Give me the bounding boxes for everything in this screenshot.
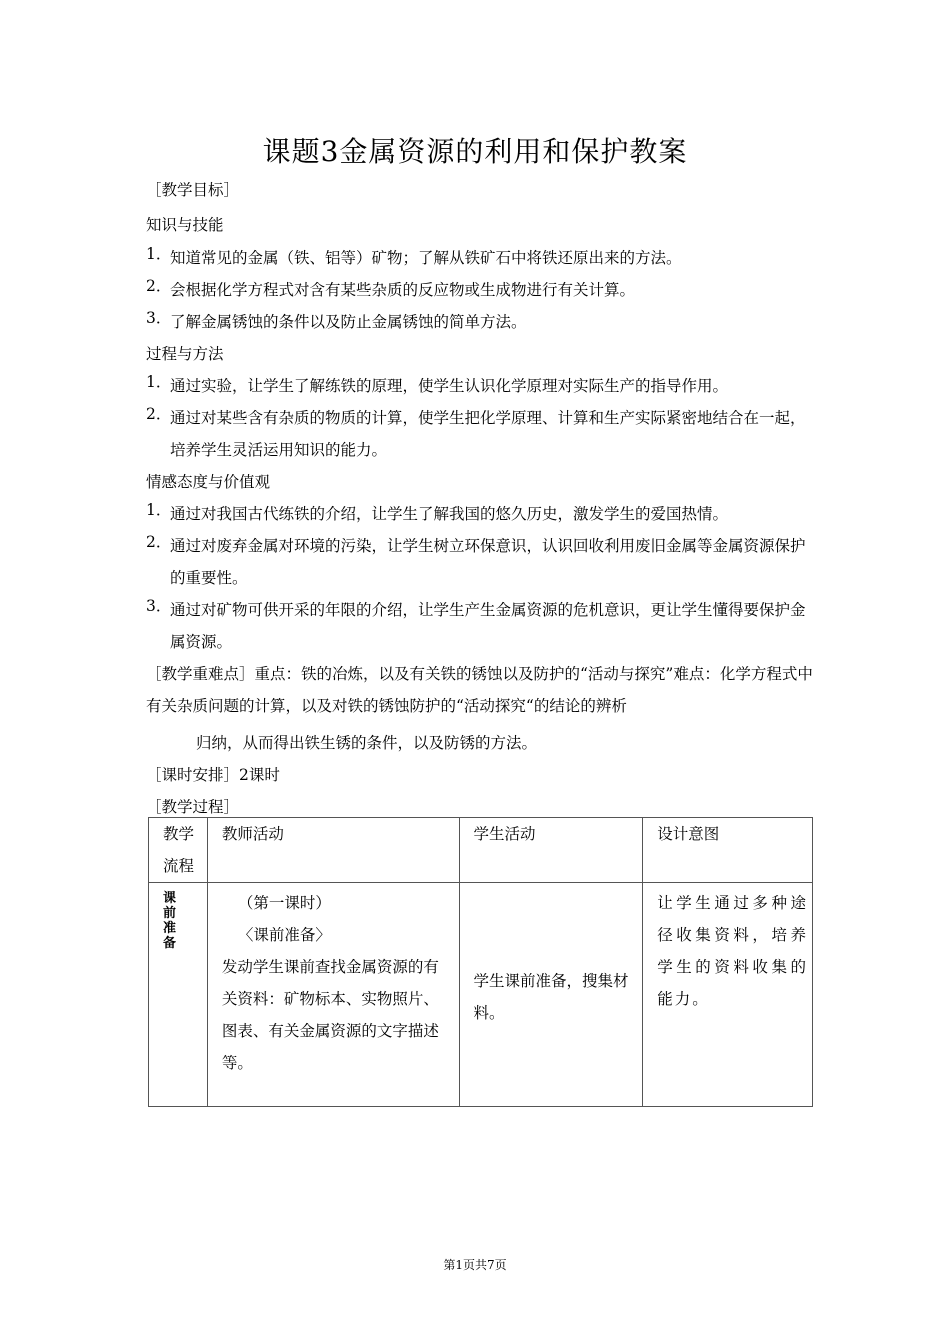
header-teacher: [207, 818, 459, 883]
flow-cell: [149, 883, 208, 1107]
item-text: 会根据化学方程式对含有某些杂质的反应物或生成物进行有关计算。: [170, 281, 636, 299]
table-header-row: [149, 818, 813, 883]
item-number: 2．: [146, 533, 172, 551]
emotion-heading: 情感态度与价值观: [146, 473, 271, 491]
item-text: 通过对废弃金属对环境的污染，让学生树立环保意识，认识回收利用废旧金属等金属资源保护的重要性。: [170, 537, 806, 587]
key-points-continuation: 归纳，从而得出铁生锈的条件，以及防锈的方法。: [196, 734, 538, 752]
item-number: 3．: [146, 597, 172, 615]
teaching-process-table: [148, 817, 813, 1107]
item-text: 知道常见的金属（铁、铝等）矿物；了解从铁矿石中将铁还原出来的方法。: [170, 249, 682, 267]
item-number: 2．: [146, 277, 172, 295]
header-intent: [643, 818, 813, 883]
page-title: 课题3金属资源的利用和保护教案: [262, 135, 688, 168]
schedule-line: ［课时安排］2课时: [146, 766, 280, 784]
item-number: 1．: [146, 245, 172, 263]
item-number: 2．: [146, 405, 172, 423]
item-text: 通过实验，让学生了解练铁的原理，使学生认识化学原理对实际生产的指导作用。: [170, 377, 729, 395]
teaching-goals-label: ［教学目标］: [146, 181, 240, 199]
student-activity: 学生课前准备，搜集材料。: [473, 972, 629, 1022]
header-student: [459, 818, 643, 883]
flow-label: 课前准备: [163, 891, 177, 951]
list-item: [146, 530, 816, 594]
item-text: 通过对我国古代练铁的介绍，让学生了解我国的悠久历史，激发学生的爱国热情。: [170, 505, 729, 523]
list-item: [146, 242, 816, 274]
student-cell: [459, 883, 643, 1107]
item-number: 1．: [146, 501, 172, 519]
item-text: 了解金属锈蚀的条件以及防止金属锈蚀的简单方法。: [170, 313, 527, 331]
design-intent: 让学生通过多种途径收集资料，培养学生的资料收集的能力。: [657, 894, 808, 1008]
list-item: [146, 402, 816, 466]
teacher-cell: [207, 883, 459, 1107]
header-flow: [149, 818, 208, 883]
list-item: [146, 306, 816, 338]
header-flow-line1: 教学: [163, 825, 195, 843]
knowledge-heading: 知识与技能: [146, 216, 224, 234]
item-text: 通过对矿物可供开采的年限的介绍，让学生产生金属资源的危机意识，更让学生懂得要保护金属资源。: [170, 601, 806, 651]
process-method-heading: 过程与方法: [146, 345, 224, 363]
item-text: 通过对某些含有杂质的物质的计算，使学生把化学原理、计算和生产实际紧密地结合在一起，培养学生灵活运用知识的能力。: [170, 409, 806, 459]
teacher-prep-label: 〈课前准备〉: [237, 926, 331, 944]
header-flow-line2: 流程: [163, 857, 195, 875]
header-teacher-label: 教师活动: [221, 825, 284, 843]
table-row: [149, 883, 813, 1107]
page-footer: 第1页共7页: [443, 1258, 507, 1272]
item-number: 1．: [146, 373, 172, 391]
key-points-paragraph: ［教学重难点］重点：铁的冶炼，以及有关铁的锈蚀以及防护的“活动与探究”难点：化学方程式中有关杂质问题的计算，以及对铁的锈蚀防护的“活动探究“的结论的辨析: [146, 665, 813, 715]
intent-cell: [643, 883, 813, 1107]
header-student-label: 学生活动: [473, 825, 536, 843]
list-item: [146, 498, 816, 530]
teacher-session: （第一课时）: [237, 894, 331, 912]
list-item: [146, 274, 816, 306]
list-item: [146, 594, 816, 658]
teacher-body: 发动学生课前查找金属资源的有关资料：矿物标本、实物照片、图表、有关金属资源的文字描述等。: [221, 958, 439, 1072]
item-number: 3．: [146, 309, 172, 327]
list-item: [146, 370, 816, 402]
header-intent-label: 设计意图: [657, 825, 720, 843]
process-label: ［教学过程］: [146, 798, 240, 816]
